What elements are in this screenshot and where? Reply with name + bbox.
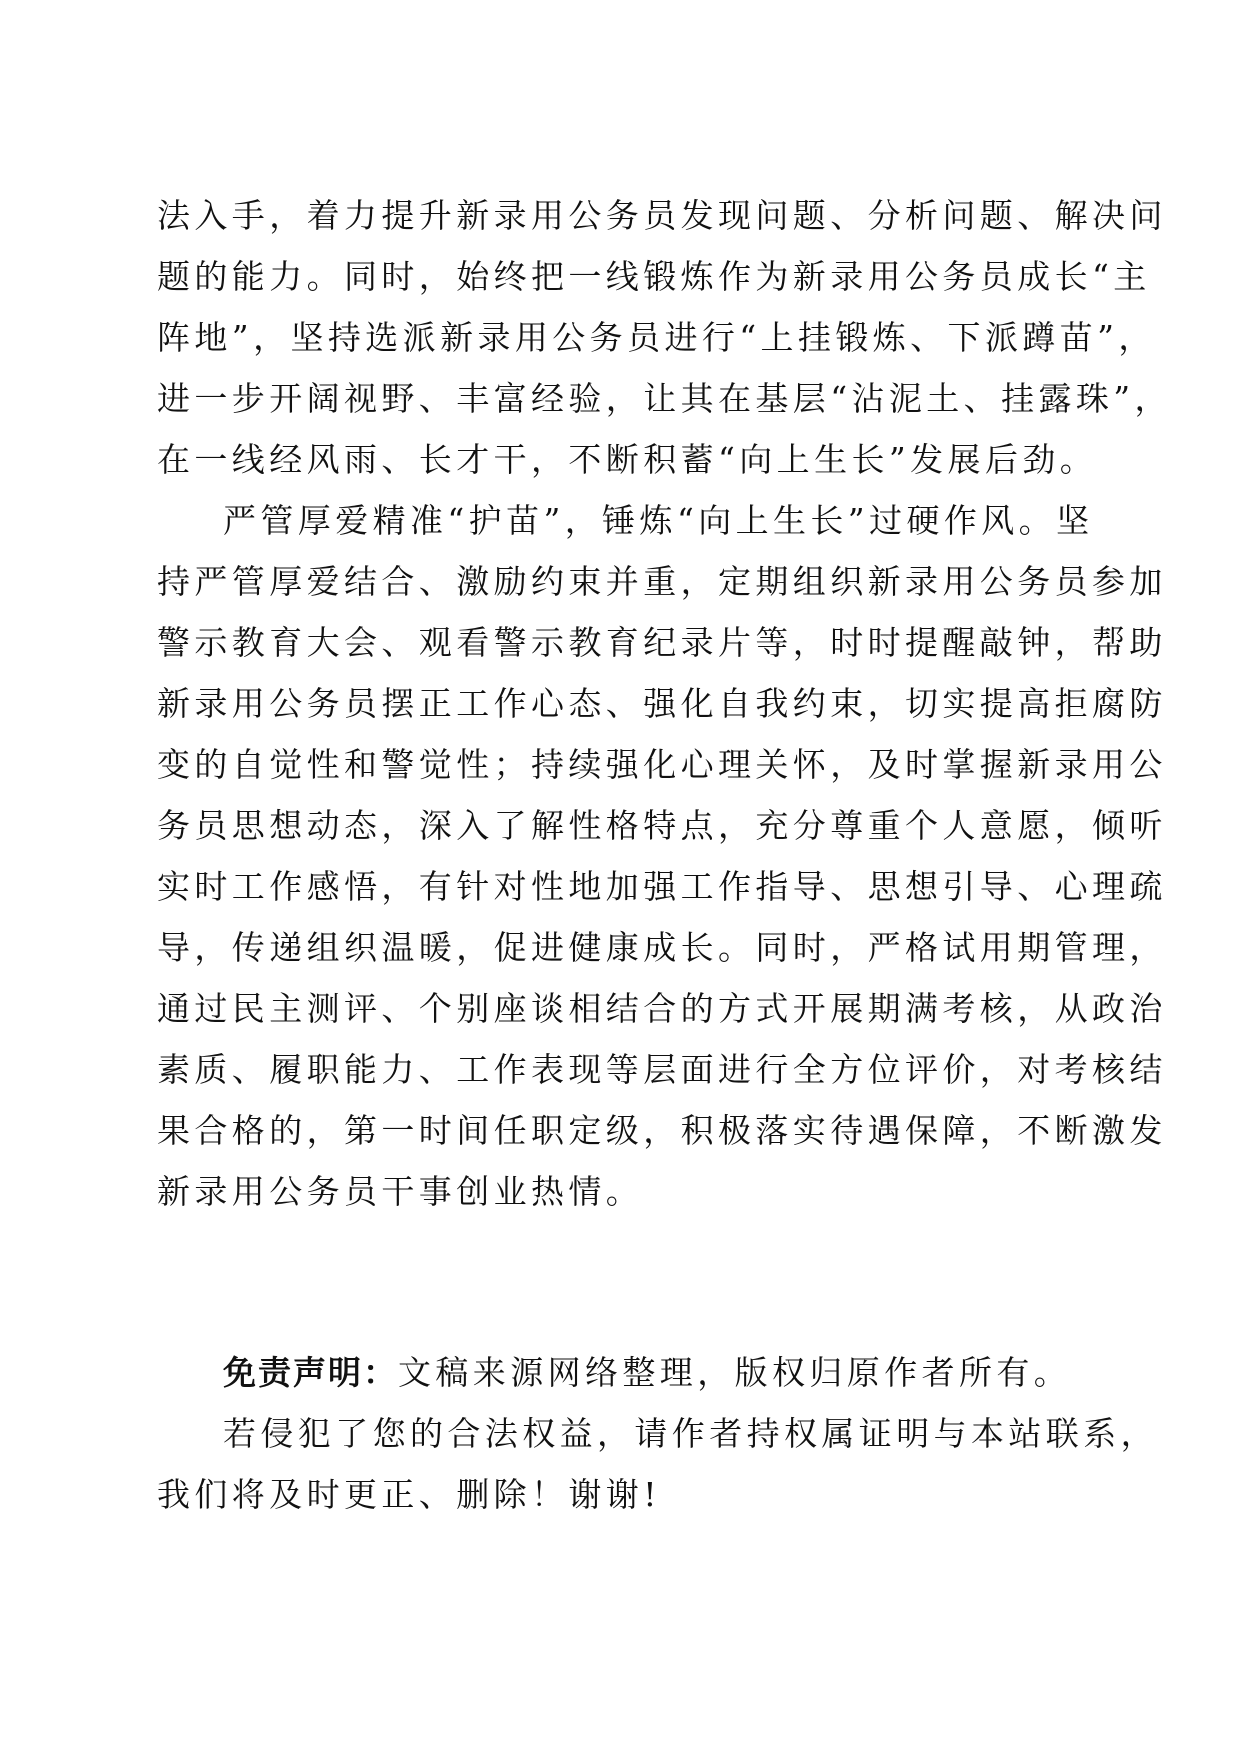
paragraph-line: 在一线经风雨、长才干，不断积蓄“向上生长”发展后劲。: [157, 440, 1098, 479]
paragraph-line: 新录用公务员干事创业热情。: [157, 1172, 644, 1211]
paragraph-line: 持严管厚爱结合、激励约束并重，定期组织新录用公务员参加: [157, 562, 1167, 601]
paragraph-line: 变的自觉性和警觉性；持续强化心理关怀，及时掌握新录用公: [157, 745, 1167, 784]
disclaimer-line: [157, 1342, 1087, 1403]
disclaimer-label: 免责声明：: [223, 1353, 398, 1392]
paragraph-line: 新录用公务员摆正工作心态、强化自我约束，切实提高拒腐防: [157, 684, 1167, 723]
disclaimer-line: 我们将及时更正、删除！谢谢!: [157, 1475, 661, 1514]
paragraph-line: 务员思想动态，深入了解性格特点，充分尊重个人意愿，倾听: [157, 806, 1167, 845]
disclaimer-line: 若侵犯了您的合法权益，请作者持权属证明与本站联系，: [223, 1414, 1158, 1453]
section-spacer: [157, 1222, 1087, 1342]
disclaimer-text: 文稿来源网络整理，版权归原作者所有。: [398, 1353, 1072, 1392]
paragraph-line: 题的能力。同时，始终把一线锻炼作为新录用公务员成长“主: [157, 257, 1151, 296]
document-body: [157, 185, 1172, 1525]
paragraph-line: 严管厚爱精准“护苗”，锤炼“向上生长”过硬作风。坚: [223, 501, 1094, 540]
paragraph-line: 通过民主测评、个别座谈相结合的方式开展期满考核，从政治: [157, 989, 1167, 1028]
paragraph-line: 实时工作感悟，有针对性地加强工作指导、思想引导、心理疏: [157, 867, 1167, 906]
paragraph-line: 进一步开阔视野、丰富经验，让其在基层“沾泥土、挂露珠”，: [157, 379, 1172, 418]
paragraph-line: 导，传递组织温暖，促进健康成长。同时，严格试用期管理，: [157, 928, 1167, 967]
paragraph-line: 素质、履职能力、工作表现等层面进行全方位评价，对考核结: [157, 1050, 1167, 1089]
paragraph-line: 法入手，着力提升新录用公务员发现问题、分析问题、解决问: [157, 196, 1167, 235]
paragraph-line: 警示教育大会、观看警示教育纪录片等，时时提醒敲钟，帮助: [157, 623, 1167, 662]
paragraph-line: 果合格的，第一时间任职定级，积极落实待遇保障，不断激发: [157, 1111, 1167, 1150]
paragraph-line: 阵地”，坚持选派新录用公务员进行“上挂锻炼、下派蹲苗”，: [157, 318, 1156, 357]
